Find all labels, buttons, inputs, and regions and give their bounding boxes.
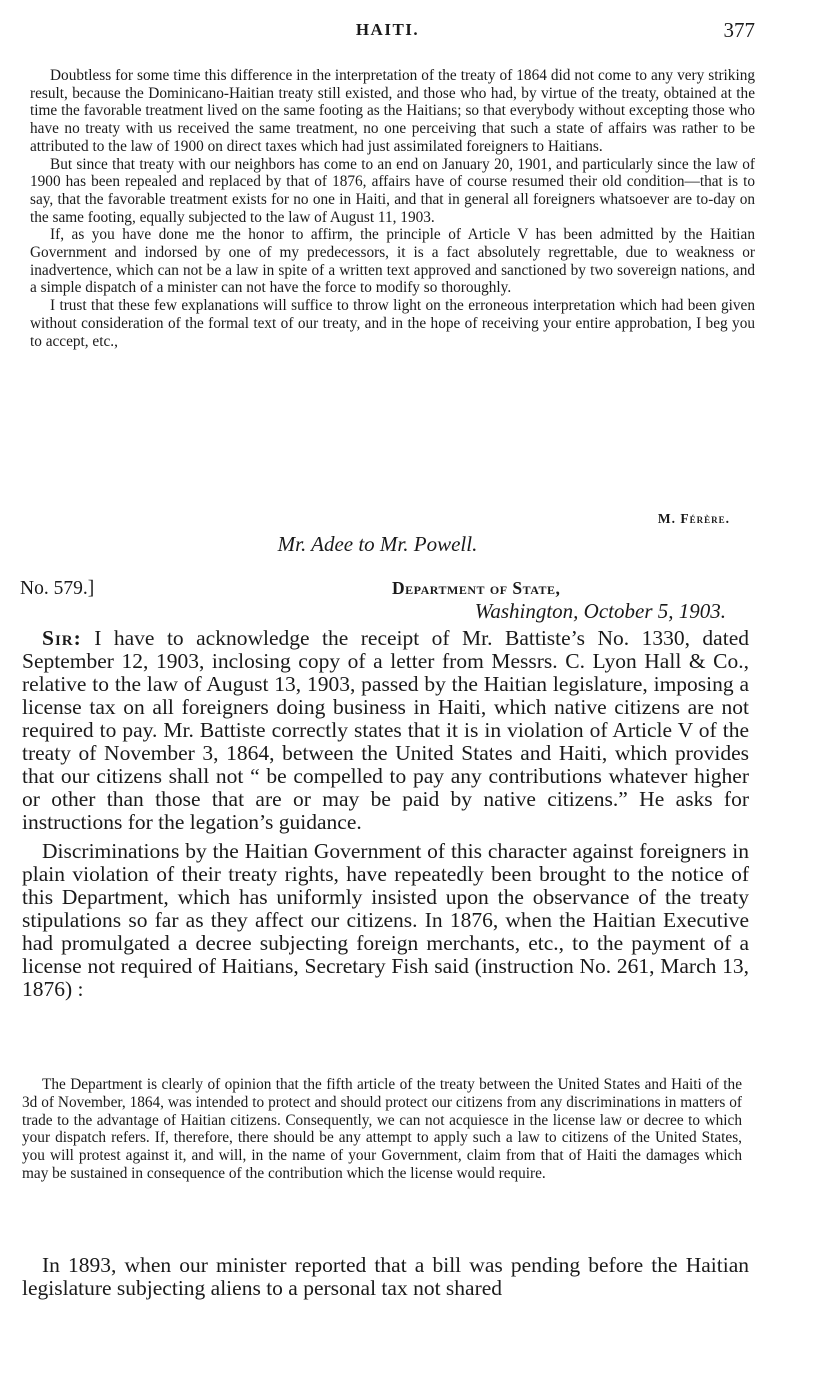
- department-line: Department of State,: [392, 578, 561, 598]
- letter-paragraph: But since that treaty with our neighbors has come to an end on January 20, 1901, and particularly since the law of 1900 has been repealed and replaced by that of 1876, affairs have of course resumed their old condition—that is to say, that the favorable treatment exists for no one in Haiti, and that in general all foreigners whatsoever are to-day on the same footing, equally subjected to the law of August 11, 1903.: [30, 155, 755, 226]
- letter-signature: M. Férère.: [657, 511, 730, 526]
- page-header: [20, 18, 755, 42]
- page-number: 377: [723, 18, 755, 42]
- dateline: Washington, October 5, 1903.: [474, 599, 726, 623]
- letter-body: [30, 67, 755, 350]
- quotation-text: The Department is clearly of opinion that the fifth article of the treaty between the United States and Haiti of the 3d of November, 1864, was intended to protect and should protect our citizens from any discriminations in matters of trade to the advantage of Haitian citizens. Consequently, we can not acquiesce in the license law or decree to which your dispatch refers. If, therefore, there should be any attempt to apply such a law to citizens of the United States, you will protest against it, and will, in the name of your Government, claim from that of Haiti the damages which may be sustained in consequence of the contribution which the license would require.: [22, 1076, 742, 1182]
- letter-paragraph: I trust that these few explanations will suffice to throw light on the erroneous interpretation which had been given without consideration of the formal text of our treaty, and in the hope of receiving your entire approbation, I beg you to accept, etc.,: [30, 297, 755, 350]
- letter-paragraph: Doubtless for some time this difference in the interpretation of the treaty of 1864 did not come to any very striking result, because the Dominicano-Haitian treaty still existed, and those who had, by virtue of the treaty, obtained at the time the favorable treatment lived on the same footing as the Haitians; so that everybody without excepting those who have no treaty with us received the same treatment, no one perceiving that such a state of affairs was rather to be attributed to the law of 1900 on direct taxes which had just assimilated foreigners to Haitians.: [30, 67, 755, 155]
- dispatch-number: No. 579.]: [20, 578, 95, 599]
- running-head: HAITI.: [355, 20, 420, 39]
- dispatch-paragraph: Discriminations by the Haitian Government of this character against foreigners in plain violation of their treaty rights, have repeatedly been brought to the notice of this Department, which has uniformly insisted upon the observance of the treaty stipulations so far as they affect our citizens. In 1876, when the Haitian Executive had promulgated a decree subjecting foreign merchants, etc., to the payment of a license not required of Haitians, Secretary Fish said (instruction No. 261, March 13, 1876) :: [22, 839, 749, 1001]
- block-quotation: [22, 1076, 742, 1183]
- dispatch-body-continued: [22, 1254, 749, 1300]
- dispatch-body: [22, 627, 749, 1001]
- dispatch-paragraph-text: I have to acknowledge the receipt of Mr. Battiste’s No. 1330, dated September 12, 1903, inclosing copy of a letter from Messrs. C. Lyon Hall & Co., relative to the law of August 13, 1903, passed by the Haitian legislature, imposing a license tax on all foreigners doing business in Haiti, which native citizens are not required to pay. Mr. Battiste correctly states that it is in violation of Article V of the treaty of November 3, 1864, between the United States and Haiti, which provides that our citizens shall not “ be compelled to pay any contributions whatever higher or other than those that are or may be paid by native citizens.” He asks for instructions for the legation’s guidance.: [22, 626, 749, 834]
- salutation: Sir:: [42, 626, 82, 650]
- dispatch-paragraph: In 1893, when our minister reported that a bill was pending before the Haitian legislature subjecting aliens to a personal tax not shared: [22, 1253, 749, 1300]
- dispatch-paragraph: [22, 627, 749, 834]
- letter-paragraph: If, as you have done me the honor to affirm, the principle of Article V has been admitted by the Haitian Government and indorsed by one of my predecessors, it is a fact absolutely regrettable, due to weakness or inadvertence, which can not be a law in spite of a written text approved and sanctioned by two sovereign nations, and a simple dispatch of a minister can not have the force to modify so thoroughly.: [30, 226, 755, 297]
- dispatch-heading: Mr. Adee to Mr. Powell.: [277, 532, 478, 556]
